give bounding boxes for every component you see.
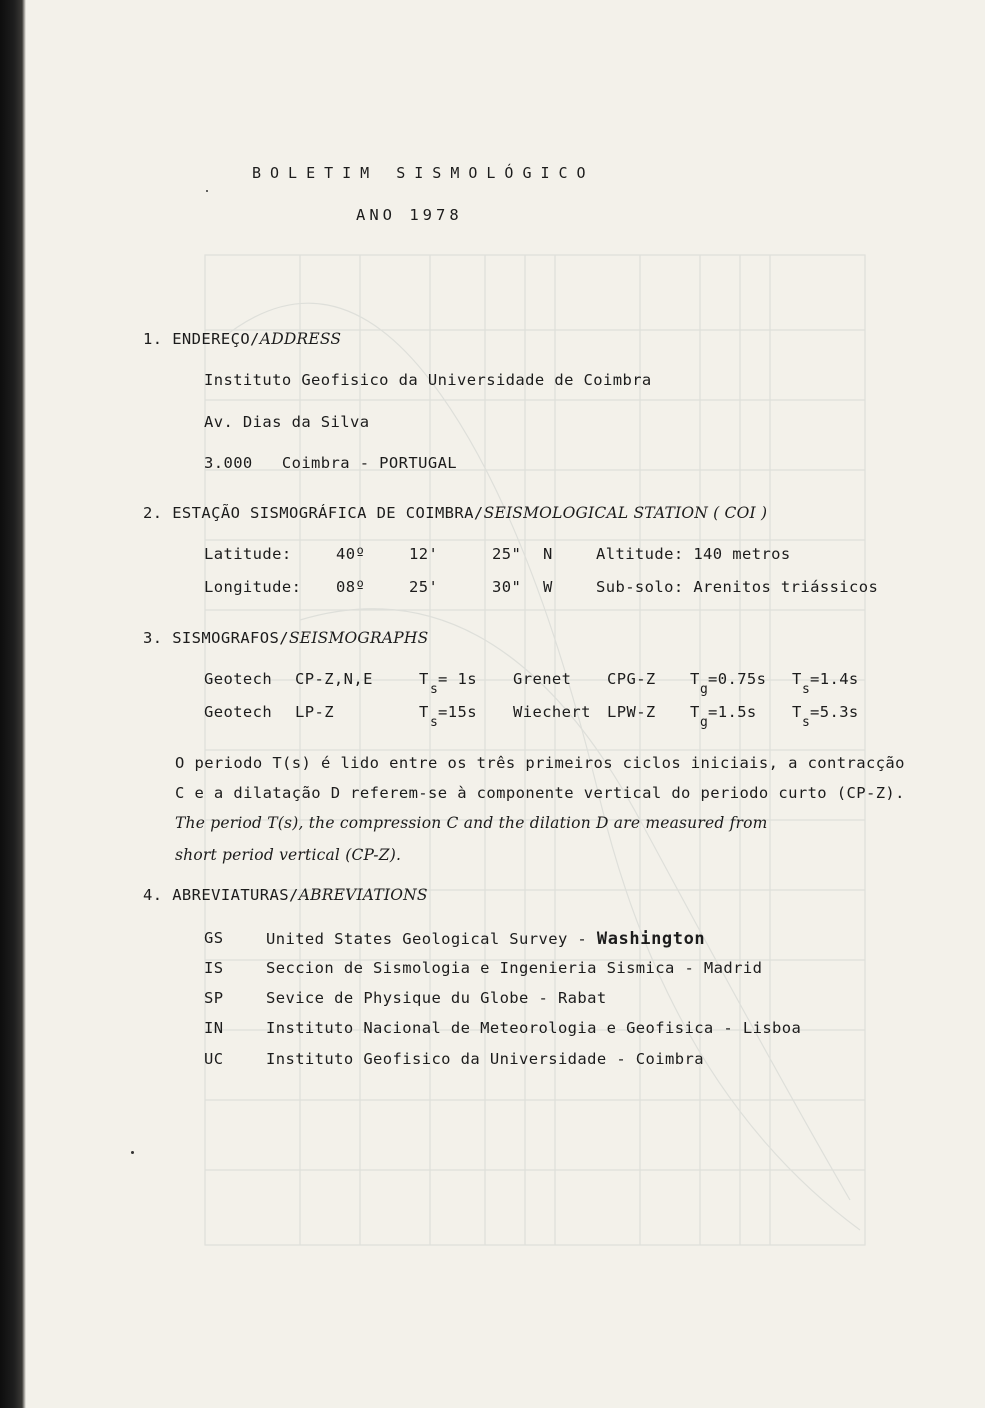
galvanometer-period-value: =1.5s <box>708 703 757 721</box>
subsoil: Sub-solo: Arenitos triássicos <box>596 578 879 596</box>
latitude-hemisphere: N <box>543 545 553 563</box>
period-subscript: s <box>430 715 438 730</box>
paper-speck <box>131 1151 134 1154</box>
period-subscript-2: s <box>802 715 810 730</box>
longitude-degrees: 08º <box>336 578 366 596</box>
longitude-seconds: 30" <box>492 578 522 596</box>
heading-en: ABREVIATIONS <box>298 886 428 904</box>
abbreviation-text: Instituto Nacional de Meteorologia e Geofisica - Lisboa <box>266 1019 802 1037</box>
abbreviation-code: UC <box>204 1050 224 1068</box>
abbreviation-text <box>266 929 705 949</box>
abbreviation-code: GS <box>204 929 224 947</box>
abbreviation-text: Seccion de Sismologia e Ingenieria Sismica - Madrid <box>266 959 763 977</box>
latitude-seconds: 25" <box>492 545 522 563</box>
galvanometer-period-value: =0.75s <box>708 670 767 688</box>
abbreviation-text: Instituto Geofisico da Universidade - Coimbra <box>266 1050 704 1068</box>
note-portuguese-line-1: O periodo T(s) é lido entre os três primeiros ciclos iniciais, a contracção <box>175 754 905 772</box>
altitude: Altitude: 140 metros <box>596 545 791 563</box>
period-symbol: T <box>419 703 429 721</box>
seismograph-make: Geotech <box>204 703 273 721</box>
heading-pt: 4. ABREVIATURAS/ <box>143 886 299 904</box>
latitude-minutes: 12' <box>409 545 439 563</box>
address-line-2: Av. Dias da Silva <box>204 413 370 431</box>
paper-speck <box>206 190 208 192</box>
seismograph-model: LP-Z <box>295 703 334 721</box>
longitude-minutes: 25' <box>409 578 439 596</box>
period-subscript-2: s <box>802 682 810 697</box>
longitude-label: Longitude: <box>204 578 302 596</box>
period-value: = 1s <box>438 670 477 688</box>
seismograph-model-2: LPW-Z <box>607 703 656 721</box>
period-subscript: s <box>430 682 438 697</box>
heading-en: SEISMOLOGICAL STATION ( COI ) <box>483 504 768 522</box>
galvanometer-period-symbol: T <box>690 703 700 721</box>
section-heading-station <box>143 504 767 522</box>
latitude-degrees: 40º <box>336 545 366 563</box>
heading-en: SEISMOGRAPHS <box>288 629 429 647</box>
period-value: =15s <box>438 703 477 721</box>
galvanometer-period-symbol: T <box>690 670 700 688</box>
abbreviation-text: Sevice de Physique du Globe - Rabat <box>266 989 607 1007</box>
section-heading-abbreviations <box>143 886 428 904</box>
abbreviation-desc: United States Geological Survey - <box>266 930 597 948</box>
period-symbol-2: T <box>792 703 802 721</box>
seismograph-make: Geotech <box>204 670 273 688</box>
abbreviation-code: IN <box>204 1019 224 1037</box>
note-english-line-2: short period vertical (CP-Z). <box>175 846 402 864</box>
note-portuguese-line-2: C e a dilatação D referem-se à componente vertical do periodo curto (CP-Z). <box>175 784 905 802</box>
heading-pt: 3. SISMOGRAFOS/ <box>143 629 289 647</box>
seismograph-make-2: Wiechert <box>513 703 591 721</box>
bulletin-title: BOLETIM SISMOLÓGICO <box>252 164 595 182</box>
period-value-2: =1.4s <box>810 670 859 688</box>
seismograph-make-2: Grenet <box>513 670 572 688</box>
galvanometer-period-subscript: g <box>700 715 708 730</box>
abbreviation-code: SP <box>204 989 224 1007</box>
longitude-hemisphere: W <box>543 578 553 596</box>
address-line-3: 3.000 Coimbra - PORTUGAL <box>204 454 458 472</box>
seismograph-model-2: CPG-Z <box>607 670 656 688</box>
note-english-line-1: The period T(s), the compression C and the dilation D are measured from <box>175 814 768 832</box>
heading-en: ADDRESS <box>259 330 342 348</box>
galvanometer-period-subscript: g <box>700 682 708 697</box>
period-symbol-2: T <box>792 670 802 688</box>
heading-pt: 2. ESTAÇÃO SISMOGRÁFICA DE COIMBRA/ <box>143 504 484 522</box>
period-symbol: T <box>419 670 429 688</box>
address-line-1: Instituto Geofisico da Universidade de Coimbra <box>204 371 652 389</box>
heading-pt: 1. ENDEREÇO/ <box>143 330 260 348</box>
section-heading-address <box>143 330 341 348</box>
abbreviation-code: IS <box>204 959 224 977</box>
bulletin-year: ANO 1978 <box>356 206 463 224</box>
period-value-2: =5.3s <box>810 703 859 721</box>
latitude-label: Latitude: <box>204 545 292 563</box>
abbreviation-handwritten-city: Washington <box>596 929 706 949</box>
seismograph-model: CP-Z,N,E <box>295 670 373 688</box>
section-heading-seismographs <box>143 629 428 647</box>
